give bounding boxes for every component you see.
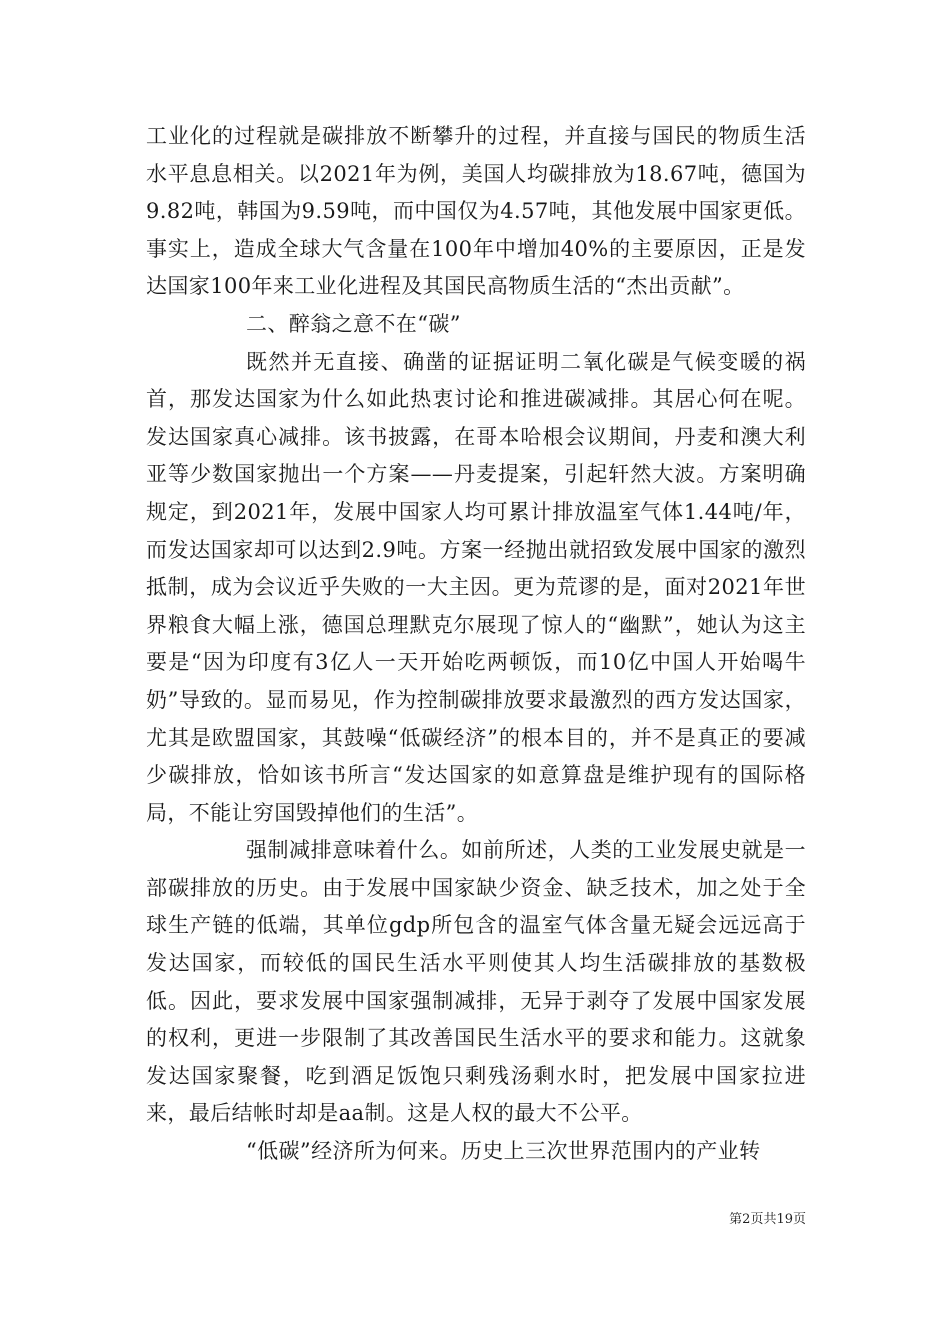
section-heading: 二、醉翁之意不在“碳” — [246, 311, 461, 336]
body-paragraph-2: 既然并无直接、确凿的证据证明二氧化碳是气候变暖的祸首，那发达国家为什么如此热衷讨论和推进碳减排。其居心何在呢。发达国家真心减排。该书披露，在哥本哈根会议期间，丹麦和澳大利亚等少数国家抛出一个方案——丹麦提案，引起轩然大波。方案明确规定，到2021年，发展中国家人均可累计排放温室气体1.44吨/年，而发达国家却可以达到2.9吨。方案一经抛出就招致发展中国家的激烈抵制，成为会议近乎失败的一大主因。更为荒谬的是，面对2021年世界粮食大幅上涨，德国总理默克尔展现了惊人的“幽默”，她认为这主要是“因为印度有3亿人一天开始吃两顿饭，而10亿中国人开始喝牛奶”导致的。显而易见，作为控制碳排放要求最激烈的西方发达国家，尤其是欧盟国家，其鼓噪“低碳经济”的根本目的，并不是真正的要减少碳排放，恰如该书所言“发达国家的如意算盘是维护现有的国际格局，不能让穷国毁掉他们的生活”。 — [146, 349, 806, 825]
body-paragraph-4: “低碳”经济所为何来。历史上三次世界范围内的产业转 — [246, 1139, 761, 1164]
body-paragraph-1: 工业化的过程就是碳排放不断攀升的过程，并直接与国民的物质生活水平息息相关。以2021年为例，美国人均碳排放为18.67吨，德国为9.82吨，韩国为9.59吨，而中国仅为4.57吨，其他发展中国家更低。事实上，造成全球大气含量在100年中增加40%的主要原因，正是发达国家100年来工业化进程及其国民高物质生活的“杰出贡献”。 — [146, 124, 806, 299]
document-page — [146, 118, 806, 1171]
page-number-footer: 第2页共19页 — [729, 1212, 806, 1227]
body-paragraph-3: 强制减排意味着什么。如前所述，人类的工业发展史就是一部碳排放的历史。由于发展中国家缺少资金、缺乏技术，加之处于全球生产链的低端，其单位gdp所包含的温室气体含量无疑会远远高于发达国家，而较低的国民生活水平则使其人均生活碳排放的基数极低。因此，要求发展中国家强制减排，无异于剥夺了发展中国家发展的权利，更进一步限制了其改善国民生活水平的要求和能力。这就象发达国家聚餐，吃到酒足饭饱只剩残汤剩水时，把发展中国家拉进来，最后结帐时却是aa制。这是人权的最大不公平。 — [146, 838, 806, 1126]
